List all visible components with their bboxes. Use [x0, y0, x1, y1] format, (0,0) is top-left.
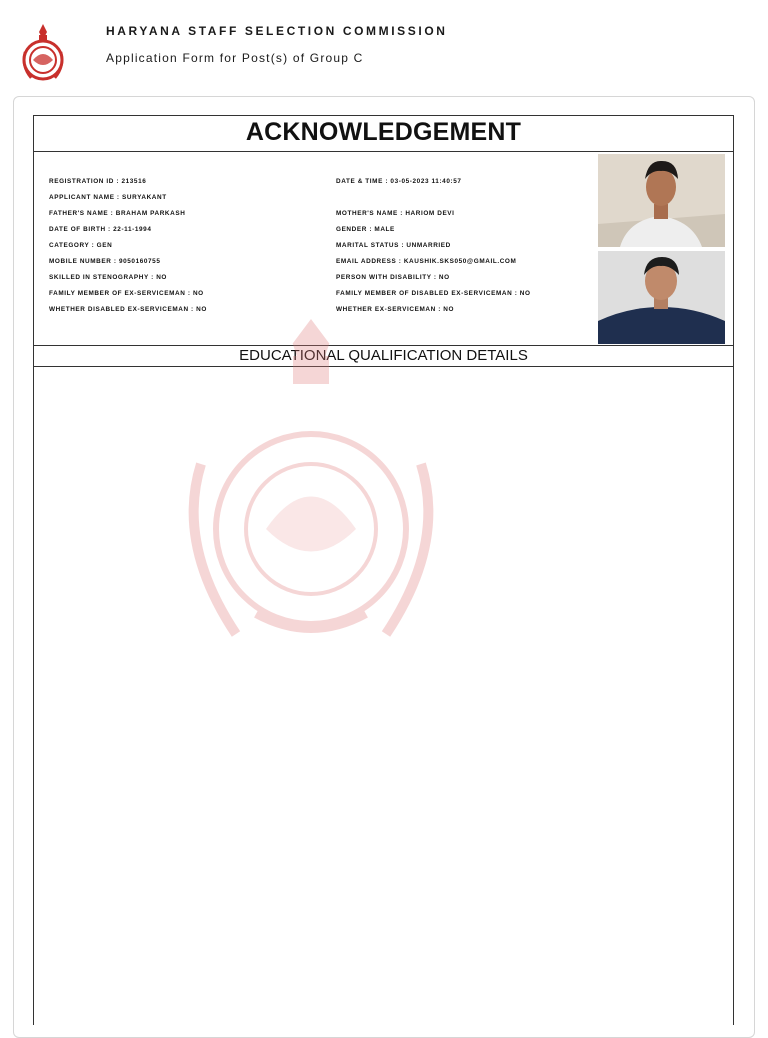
applicant-details — [49, 176, 609, 316]
email-address: EMAIL ADDRESS : KAUSHIK.SKS050@GMAIL.COM — [336, 258, 517, 265]
page-header — [0, 0, 768, 96]
applicant-photo-secondary — [598, 251, 725, 344]
date-of-birth: DATE OF BIRTH : 22-11-1994 — [49, 226, 152, 233]
family-member-disabled-ex-serviceman: FAMILY MEMBER OF DISABLED EX-SERVICEMAN : NO — [336, 290, 531, 297]
mother-name: MOTHER'S NAME : HARIOM DEVI — [336, 210, 455, 217]
applicant-name: APPLICANT NAME : SURYAKANT — [49, 194, 167, 201]
family-member-ex-serviceman: FAMILY MEMBER OF EX-SERVICEMAN : NO — [49, 290, 204, 297]
gender: GENDER : MALE — [336, 226, 395, 233]
marital-status: MARITAL STATUS : UNMARRIED — [336, 242, 451, 249]
registration-id: REGISTRATION ID : 213516 — [49, 178, 147, 185]
father-name: FATHER'S NAME : BRAHAM PARKASH — [49, 210, 186, 217]
skilled-in-stenography: SKILLED IN STENOGRAPHY : NO — [49, 274, 167, 281]
educational-qualification-header: EDUCATIONAL QUALIFICATION DETAILS — [34, 345, 733, 367]
date-time: DATE & TIME : 03-05-2023 11:40:57 — [336, 178, 462, 185]
disabled-ex-serviceman: WHETHER DISABLED EX-SERVICEMAN : NO — [49, 306, 207, 313]
acknowledgement-title: ACKNOWLEDGEMENT — [34, 116, 733, 152]
org-title: HARYANA STAFF SELECTION COMMISSION — [106, 24, 448, 38]
category: CATEGORY : GEN — [49, 242, 113, 249]
haryana-emblem-icon — [19, 22, 67, 82]
haryana-emblem-watermark-icon — [176, 314, 446, 654]
person-with-disability: PERSON WITH DISABILITY : NO — [336, 274, 450, 281]
applicant-photo — [598, 154, 725, 247]
form-title: Application Form for Post(s) of Group C — [106, 51, 364, 65]
mobile-number: MOBILE NUMBER : 9050160755 — [49, 258, 161, 265]
ex-serviceman: WHETHER EX-SERVICEMAN : NO — [336, 306, 455, 313]
